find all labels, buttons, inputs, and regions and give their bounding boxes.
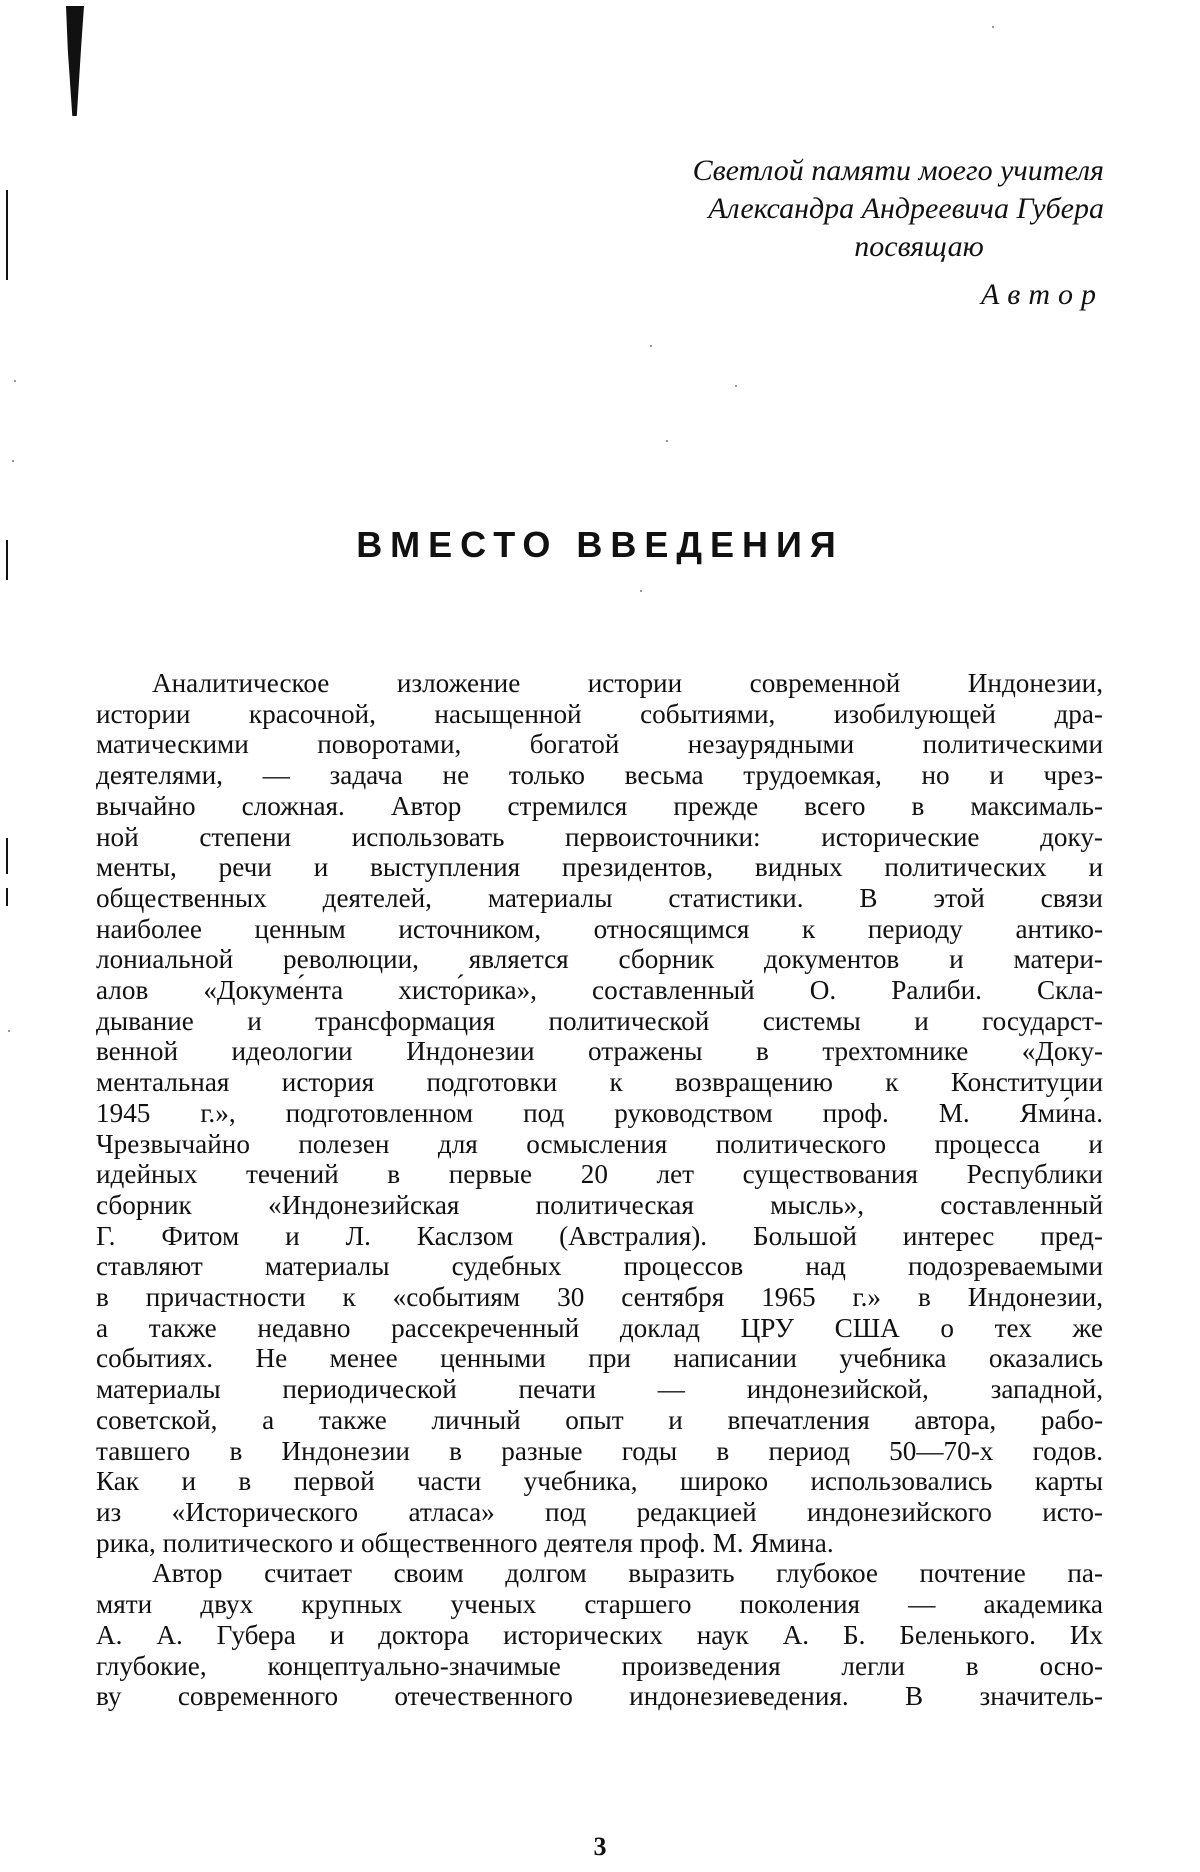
text-line: венной идеологии Индонезии отражены в трехтомнике «Доку-	[96, 1036, 1103, 1067]
text-line: 1945 г.», подготовленном под руководством проф. М. Ями́на.	[96, 1097, 1103, 1128]
text-line: ву современного отечественного индонезиеведения. В значитель-	[96, 1681, 1103, 1712]
scan-artifact-edge	[6, 888, 8, 906]
text-line: лониальной революции, является сборник документов и матери-	[96, 944, 1103, 975]
text-line: Г. Фитом и Л. Каслзом (Австралия). Большой интерес пред-	[96, 1220, 1103, 1251]
text-line: деятелями, — задача не только весьма трудоемкая, но и чрез-	[96, 760, 1103, 791]
scan-artifact-edge	[6, 190, 8, 280]
text-line: алов «Докуме́нта хисто́рика», составленный О. Ралиби. Скла-	[96, 975, 1103, 1006]
scan-speck	[12, 460, 14, 462]
text-line: ной степени использовать первоисточники: исторические доку-	[96, 821, 1103, 852]
dedication-line: Александра Андреевича Губера	[708, 192, 1104, 225]
dedication-line: посвящаю	[854, 230, 984, 263]
text-line: наиболее ценным источником, относящимся к периоду антико-	[96, 913, 1103, 944]
text-line: Автор считает своим долгом выразить глубокое почтение па-	[152, 1558, 1103, 1589]
page-number: 3	[593, 1832, 607, 1861]
scan-speck	[8, 1030, 10, 1032]
text-line: ставляют материалы судебных процессов над подозреваемыми	[96, 1251, 1103, 1282]
scan-speck	[992, 26, 994, 28]
dedication-author: Автор	[980, 278, 1104, 311]
text-line: истории красочной, насыщенной событиями, изобилующей дра-	[96, 698, 1103, 729]
text-line: рика, политического и общественного деятеля проф. М. Ямина.	[96, 1527, 834, 1558]
text-line: тавшего в Индонезии в разные годы в период 50—70-х годов.	[96, 1435, 1103, 1466]
text-line: материалы периодической печати — индонезийской, западной,	[96, 1374, 1103, 1405]
scan-speck	[735, 385, 737, 387]
scan-speck	[666, 440, 668, 442]
dedication-line: Светлой памяти моего учителя	[692, 154, 1104, 187]
scan-speck	[640, 590, 642, 592]
section-heading: ВМЕСТО ВВЕДЕНИЯ	[356, 524, 844, 565]
text-line: Как и в первой части учебника, широко использовались карты	[96, 1466, 1103, 1497]
scan-artifact-mark	[66, 6, 84, 116]
paragraph	[96, 668, 1103, 1558]
scan-speck	[14, 380, 16, 382]
text-line: Чрезвычайно полезен для осмысления политического процесса и	[96, 1128, 1103, 1159]
text-line: ментальная история подготовки к возвращению к Конституции	[96, 1067, 1103, 1098]
text-line: в причастности к «событиям 30 сентября 1965 г.» в Индонезии,	[96, 1282, 1103, 1313]
text-line: Аналитическое изложение истории современной Индонезии,	[152, 668, 1103, 698]
text-line: вычайно сложная. Автор стремился прежде всего в максималь-	[96, 790, 1103, 821]
text-line: событиях. Не менее ценными при написании учебника оказались	[96, 1343, 1103, 1374]
body-text	[96, 668, 1103, 1712]
text-line: А. А. Губера и доктора исторических наук А. Б. Беленького. Их	[96, 1619, 1103, 1650]
text-line: общественных деятелей, материалы статистики. В этой связи	[96, 882, 1103, 913]
scan-artifact-edge	[6, 838, 8, 874]
text-line: дывание и трансформация политической системы и государст-	[96, 1005, 1103, 1036]
scan-speck	[650, 345, 652, 347]
paragraph	[96, 1558, 1103, 1712]
dedication	[584, 152, 1104, 266]
text-line: менты, речи и выступления президентов, видных политических и	[96, 852, 1103, 883]
text-line: а также недавно рассекреченный доклад ЦРУ США о тех же	[96, 1312, 1103, 1343]
text-line: сборник «Индонезийская политическая мысль», составленный	[96, 1189, 1103, 1220]
text-line: из «Исторического атласа» под редакцией индонезийского исто-	[96, 1496, 1103, 1527]
text-line: глубокие, концептуально-значимые произведения легли в осно-	[96, 1650, 1103, 1681]
text-line: идейных течений в первые 20 лет существования Республики	[96, 1159, 1103, 1190]
text-line: мяти двух крупных ученых старшего поколения — академика	[96, 1589, 1103, 1620]
text-line: советской, а также личный опыт и впечатления автора, рабо-	[96, 1404, 1103, 1435]
text-line: матическими поворотами, богатой незаурядными политическими	[96, 729, 1103, 760]
